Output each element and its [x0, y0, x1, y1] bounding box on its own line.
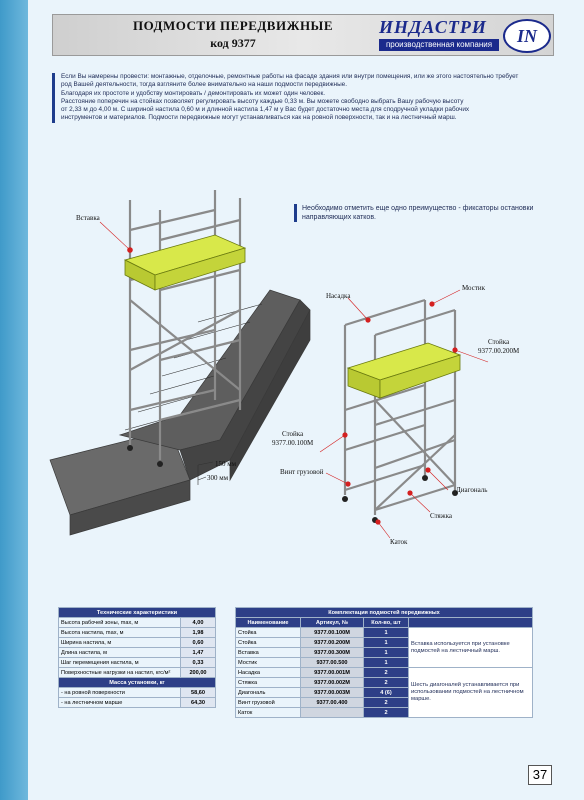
label-katok: Каток [390, 538, 408, 546]
spec-value: 58,60 [181, 688, 216, 698]
spec-value: 200,00 [181, 668, 216, 678]
table-row [59, 638, 216, 648]
intro-line: от 2,33 м до 4,00 м. С шириной настила 0,60 м и длинной настила 1,47 м у Вас будет достаточно места для сподручной укладки рабочих [61, 106, 470, 114]
left-platform [125, 235, 245, 290]
spec-label: - на лестничном марше [59, 698, 181, 708]
intro-line: Если Вы намерены провести: монтажные, отделочные, ремонтные работы на фасаде здания или внутри помещения, или же этого настоятельно требует [61, 73, 519, 80]
product-code: код 9377 [210, 36, 256, 50]
spec-label: Высота настила, max, м [59, 628, 181, 638]
right-markers [342, 301, 457, 524]
table-row [59, 698, 216, 708]
component-name: Вставка [236, 648, 301, 658]
page-title: ПОДМОСТИ ПЕРЕДВИЖНЫЕ [132, 18, 333, 33]
components-title: Комплектация подмостей передвижных [236, 608, 533, 618]
right-scaffold [345, 300, 455, 515]
label-mostik: Мостик [462, 284, 486, 292]
component-qty: 2 [364, 668, 409, 678]
remark-vstavka: Вставка используется при установке подмостей на лестничный марш. [409, 628, 533, 668]
mass-title: Масса установки, кг [59, 678, 216, 688]
component-article [301, 708, 364, 718]
component-name: Стяжка [236, 678, 301, 688]
table-row [59, 688, 216, 698]
table-row [59, 618, 216, 628]
component-article: 9377.00.002М [301, 678, 364, 688]
spec-value: 4,00 [181, 618, 216, 628]
label-stoyka-100: Стойка 9377.00.100М [272, 430, 314, 447]
component-qty: 2 [364, 708, 409, 718]
label-diagonal: Диагональ [456, 486, 488, 494]
label-nasadka: Насадка [326, 292, 351, 300]
col-header: Артикул, № [301, 618, 364, 628]
spec-label: Ширина настила, м [59, 638, 181, 648]
label-dim-300: 300 мм [207, 474, 229, 482]
specs-table [58, 607, 216, 708]
component-qty: 1 [364, 648, 409, 658]
spec-label: Высота рабочей зоны, max, м [59, 618, 181, 628]
table-row [59, 658, 216, 668]
components-table [235, 607, 533, 718]
remark-diagonal: Шесть диагоналей устанавливается при использовании подмостей на лестничном марше. [409, 668, 533, 718]
intro-line: Расстояние поперечин на стойках позволяет регулировать высоту каждые 0,33 м. Вы можете свободно выбрать Вашу рабочую высоту [61, 97, 464, 105]
col-header [409, 618, 533, 628]
left-color-bar [0, 0, 28, 800]
specs-title: Технические характеристики [59, 608, 216, 618]
label-styazhka: Стяжка [430, 512, 453, 520]
component-name: Винт грузовой [236, 698, 301, 708]
spec-value: 1,47 [181, 648, 216, 658]
label-vint: Винт грузовой [280, 468, 324, 476]
logo-name: ИНДАСТРИ [379, 17, 487, 37]
component-qty: 4 (6) [364, 688, 409, 698]
spec-label: Поверхностные нагрузки на настил, кгс/м² [59, 668, 181, 678]
table-row [236, 628, 533, 638]
intro-line: Благодаря их простоте и удобству монтировать / демонтировать их может один человек. [61, 89, 326, 97]
spec-value: 0,33 [181, 658, 216, 668]
component-name: Стойка [236, 628, 301, 638]
component-article: 9377.00.001М [301, 668, 364, 678]
header-banner [52, 14, 554, 56]
table-row [59, 648, 216, 658]
logo-mark: IN [503, 19, 551, 53]
spec-label: Длина настила, м [59, 648, 181, 658]
spec-label: Шаг перемещения настила, м [59, 658, 181, 668]
spec-value: 0,60 [181, 638, 216, 648]
company-logo [375, 17, 551, 51]
component-article: 9377.00.400 [301, 698, 364, 708]
component-qty: 1 [364, 628, 409, 638]
logo-subtitle: производственная компания [379, 39, 499, 51]
component-name: Мостик [236, 658, 301, 668]
component-article: 9377.00.003М [301, 688, 364, 698]
table-row [59, 668, 216, 678]
component-name: Диагональ [236, 688, 301, 698]
component-name: Насадка [236, 668, 301, 678]
page-number: 37 [528, 765, 552, 785]
right-platform [348, 343, 460, 398]
intro-line: род Вашей деятельности, тогда взгляните более внимательно на наши подмости передвижные. [61, 81, 348, 89]
component-qty: 1 [364, 638, 409, 648]
intro-line: инструментов и материалов. Подмости передвижные могут устанавливаться как на ровной поверхности, так и на лестничный марш. [61, 114, 457, 122]
component-qty: 2 [364, 678, 409, 688]
component-qty: 1 [364, 658, 409, 668]
label-vstavka: Вставка [76, 214, 100, 222]
table-row [59, 628, 216, 638]
component-qty: 2 [364, 698, 409, 708]
component-article: 9377.00.200М [301, 638, 364, 648]
advantage-note: Необходимо отметить еще одно преимущество - фиксаторы остановки направляющих катков. [294, 204, 547, 222]
intro-text [52, 73, 551, 123]
label-dim-150: 150 мм [215, 460, 237, 468]
spec-label: - на ровной поверхности [59, 688, 181, 698]
col-header: Наименование [236, 618, 301, 628]
table-row [236, 668, 533, 678]
component-name: Стойка [236, 638, 301, 648]
staircase-drawing [50, 290, 310, 535]
col-header: Кол-во, шт [364, 618, 409, 628]
component-name: Каток [236, 708, 301, 718]
component-article: 9377.00.300М [301, 648, 364, 658]
component-article: 9377.00.100М [301, 628, 364, 638]
spec-value: 64,30 [181, 698, 216, 708]
spec-value: 1,98 [181, 628, 216, 638]
label-stoyka-200: Стойка 9377.00.200М [478, 338, 520, 355]
component-article: 9377.00.500 [301, 658, 364, 668]
